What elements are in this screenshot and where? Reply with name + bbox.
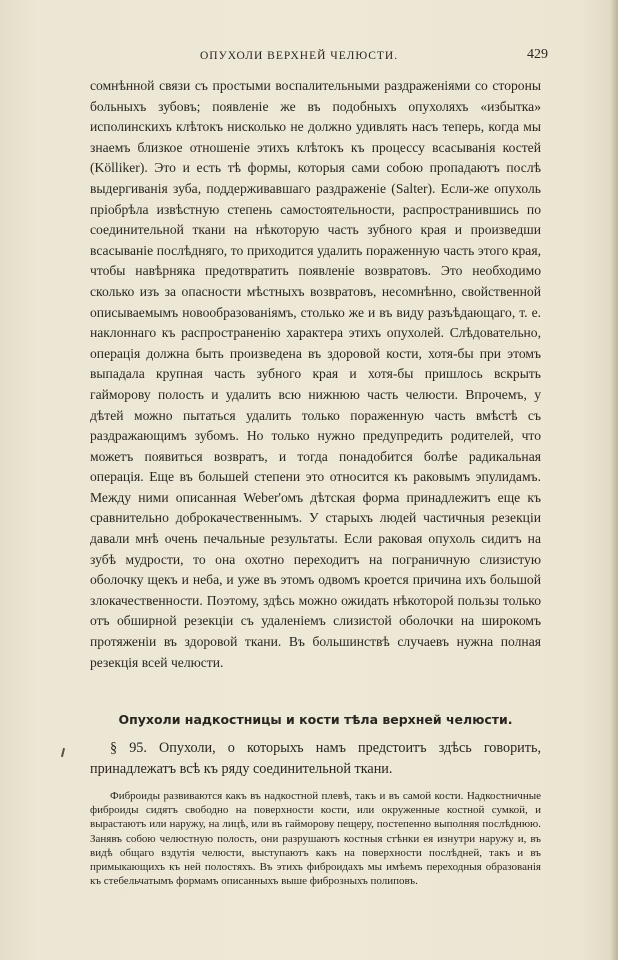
small-print-note	[90, 789, 541, 888]
page-header	[90, 47, 548, 70]
main-text-block	[90, 76, 541, 673]
main-paragraph: сомнѣнной связи съ простыми воспалительными раздраженiями со стороны больныхъ зубовъ; появленiе же въ подобныхъ опухоляхъ «избытка» исполинскихъ клѣтокъ нисколько не должно удивлять насъ теперь, когда мы знаемъ близкое отношенiе этихъ клѣтокъ къ процессу всасыванiя костей (Kölliker). Это и есть тѣ формы, которыя сами собою пропадаютъ послѣ выдергиванiя зуба, поддерживавшаго раздраженiе (Salter). Если-же опухоль прiобрѣла извѣстную степень самостоятельности, распространившись по соединительной ткани на нѣкоторую часть зубного края и произведши всасыванiе послѣдняго, то приходится удалить пораженную часть этого края, чтобы навѣрняка предотвратить появленiе возвратовъ. Это необходимо сколько изъ за опасности мѣстныхъ возвратовъ, несомнѣнно, свойственной описываемымъ новообразованiямъ, столько же и въ виду разъѣдающаго, т. е. наклоннаго къ распространенiю характера этихъ опухолей. Слѣдовательно, операцiя должна быть произведена въ здоровой кости, хотя-бы при этомъ выпадала крупная часть зубного края и хотя-бы пришлось вскрыть гайморову полость и удалить всю нижнюю часть челюсти. Впрочемъ, у дѣтей можно пытаться удалить только пораженную часть вмѣстѣ съ раздражающимъ зубомъ. Но только нужно предупредить родителей, что можетъ появиться возвратъ, и тогда понадобится болѣе радикальная операцiя. Еще въ большей степени это относится къ раковымъ эпулидамъ. Между ними описанная Weber'омъ дѣтская форма принадлежитъ еще къ сравнительно доброкачественнымъ. У старыхъ людей частичныя резекцiи давали мнѣ очень печальные результаты. Если раковая опухоль сидитъ на зубѣ мудрости, то она охотно переходитъ на пограничную слизистую оболочку щекъ и неба, и уже въ этомъ одвомъ кроется причина ихъ большой злокачественности. Поэтому, здѣсь можно ожидать нѣкоторой пользы только отъ обширной резекцiи съ удаленiемъ слизистой оболочки на широкомъ протяженiи въ здоровой ткани. Въ большинствѣ случаевъ нужна полная резекцiя всей челюсти.	[90, 78, 541, 670]
page-number: 429	[527, 47, 548, 62]
page-edge-shadow	[610, 0, 618, 960]
note-paragraph: Фиброиды развиваются какъ въ надкостной плевѣ, такъ и въ самой кости. Надкостничные фиброиды сидятъ свободно на поверхности кости, или окруженные костной сумкой, и вырастаютъ или наружу, на лицѣ, или въ гайморову пещеру, постепенно выполняя послѣднюю. Занявъ собою челюстную полость, они разрушаютъ костныя стѣнки ея изнутри наружу и, въ видѣ общаго вздутiя челюсти, выступаютъ какъ на поверхности послѣдней, такъ и въ примыкающихъ къ ней полостяхъ. Въ этихъ фиброидахъ мы имѣемъ переходныя образованiя къ стебельчатымъ формамъ описанныхъ выше фиброзныхъ полиповъ.	[90, 790, 541, 888]
running-title: ОПУХОЛИ ВЕРХНЕЙ ЧЕЛЮСТИ.	[200, 50, 399, 62]
section-intro	[90, 738, 541, 780]
section-heading: Опухоли надкостницы и кости тѣла верхней челюсти.	[118, 712, 513, 727]
section-paragraph: § 95. Опухоли, о которыхъ намъ предстоитъ здѣсь говорить, принадлежатъ всѣ къ ряду соединительной ткани.	[90, 740, 541, 777]
margin-pencil-mark	[61, 748, 65, 757]
